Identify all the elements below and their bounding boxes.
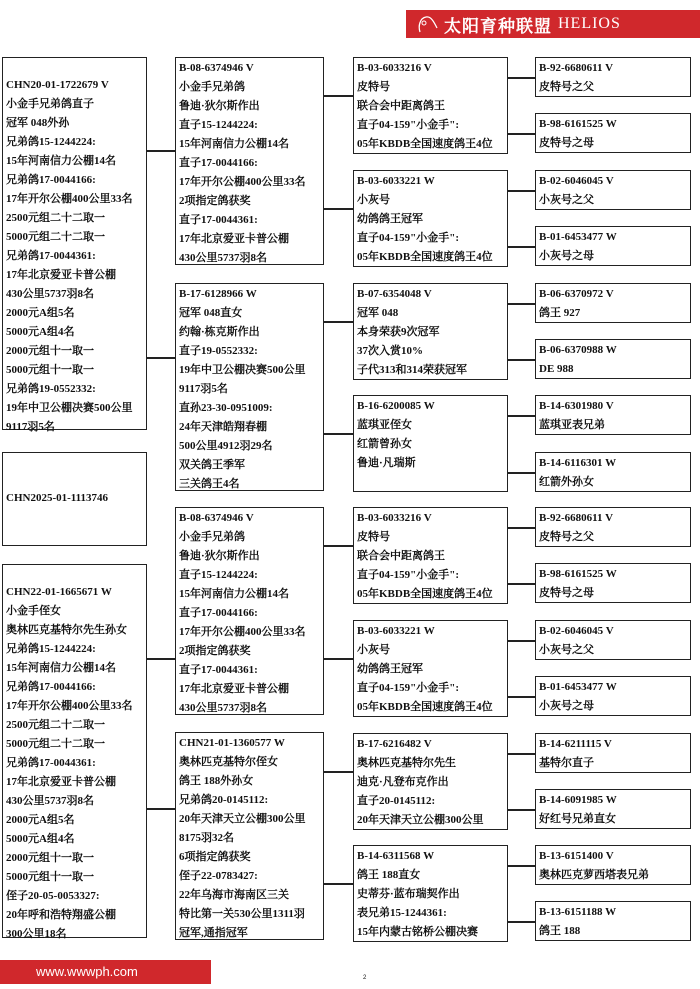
connector-line xyxy=(146,150,176,152)
pedigree-note: 15年河南信力公棚14名 xyxy=(6,155,116,167)
ring-number: B-03-6033221 W xyxy=(357,175,435,187)
pedigree-note: 迪克·凡登布克作出 xyxy=(357,776,449,788)
pedigree-note: 2000元A组5名 xyxy=(6,307,75,319)
pedigree-note: 冠军 048直女 xyxy=(179,307,243,319)
pedigree-note: 直子17-0044166: xyxy=(179,607,258,619)
pedigree-note: 小金手兄弟鸽 xyxy=(179,531,245,543)
pedigree-note: 17年北京爱亚卡普公棚 xyxy=(179,683,289,695)
ring-number: B-14-6116301 W xyxy=(539,457,617,469)
connector-line xyxy=(507,865,536,867)
pedigree-note: 05年KBDB全国速度鸽王4位 xyxy=(357,588,493,600)
grandparent-box xyxy=(175,732,324,940)
pedigree-note: 奥林匹克基特尔侄女 xyxy=(179,756,278,768)
pedigree-note: 直子17-0044361: xyxy=(179,664,258,676)
grandparent-box xyxy=(175,507,324,715)
pedigree-note: 直子20-0145112: xyxy=(357,795,436,807)
pedigree-note: 三关鸽王4名 xyxy=(179,478,240,490)
ring-number: B-14-6311568 W xyxy=(357,850,435,862)
pedigree-note: 幼鸽鸽王冠军 xyxy=(357,213,423,225)
connector-line xyxy=(146,808,176,810)
pedigree-note: 皮特号之父 xyxy=(539,81,594,93)
pedigree-note: 冠军,通指冠军 xyxy=(179,927,248,939)
pedigree-note: 直子15-1244224: xyxy=(179,119,258,131)
pedigree-note: 2项指定鸽获奖 xyxy=(179,195,251,207)
connector-line xyxy=(323,771,354,773)
ring-number: CHN21-01-1360577 W xyxy=(179,737,285,749)
pedigree-note: 红箭曾孙女 xyxy=(357,438,412,450)
connector-line xyxy=(507,190,536,192)
page-number: 2 xyxy=(363,975,367,981)
ring-number: CHN20-01-1722679 V xyxy=(6,79,109,91)
pedigree-note: 基特尔直子 xyxy=(539,757,594,769)
pedigree-note: 兄弟鸽17-0044166: xyxy=(6,174,96,186)
pedigree-note: 兄弟鸽15-1244224: xyxy=(6,643,96,655)
pedigree-note: 300公里18名 xyxy=(6,928,67,940)
subject-box xyxy=(2,452,147,546)
pedigree-note: 小灰号之父 xyxy=(539,194,594,206)
pedigree-note: 兄弟鸽17-0044361: xyxy=(6,757,96,769)
connector-line xyxy=(507,753,536,755)
pedigree-note: DE 988 xyxy=(539,363,574,375)
pedigree-note: 约翰·栋克斯作出 xyxy=(179,326,260,338)
great-great-grandparent-box xyxy=(535,452,691,492)
great-grandparent-box xyxy=(353,620,508,717)
ring-number: B-03-6033216 V xyxy=(357,512,432,524)
pedigree-note: 直孙23-30-0951009: xyxy=(179,402,273,414)
pedigree-note: 17年开尔公棚400公里33名 xyxy=(6,193,133,205)
ring-number: B-14-6301980 V xyxy=(539,400,614,412)
pedigree-note: 430公里5737羽8名 xyxy=(179,702,267,714)
footer-url[interactable]: www.wwwph.com xyxy=(0,960,211,984)
pedigree-note: 15年河南信力公棚14名 xyxy=(179,588,289,600)
pedigree-note: 5000元组十一取一 xyxy=(6,364,94,376)
header-brand: HELIOS xyxy=(558,15,621,32)
pedigree-note: 奥林匹克萝西塔表兄弟 xyxy=(539,869,649,881)
pedigree-note: 史蒂芬·蓝布瑞契作出 xyxy=(357,888,460,900)
pedigree-note: 兄弟鸽20-0145112: xyxy=(179,794,269,806)
pedigree-note: 直子04-159"小金手": xyxy=(357,682,460,694)
connector-line xyxy=(323,433,354,435)
pedigree-note: 17年北京爱亚卡普公棚 xyxy=(6,776,116,788)
pedigree-note: 蓝琪亚侄女 xyxy=(357,419,412,431)
pedigree-note: 皮特号之母 xyxy=(539,137,594,149)
pedigree-note: 500公里4912羽29名 xyxy=(179,440,273,452)
sire-box xyxy=(2,57,147,433)
header-title: 太阳育种联盟 xyxy=(444,16,552,36)
ring-number: B-13-6151188 W xyxy=(539,906,617,918)
grandparent-box xyxy=(175,57,324,265)
pedigree-note: 直子04-159"小金手": xyxy=(357,119,460,131)
pedigree-note: 05年KBDB全国速度鸽王4位 xyxy=(357,701,493,713)
pedigree-note: 兄弟鸽17-0044361: xyxy=(6,250,96,262)
pedigree-note: 9117羽5名 xyxy=(6,421,55,433)
connector-line xyxy=(146,357,176,359)
pedigree-note: 表兄弟15-1244361: xyxy=(357,907,447,919)
pedigree-note: 24年天津皓翔春棚 xyxy=(179,421,267,433)
pedigree-note: 5000元组二十二取一 xyxy=(6,738,105,750)
great-great-grandparent-box xyxy=(535,395,691,435)
ring-number: B-01-6453477 W xyxy=(539,681,617,693)
pedigree-note: 17年北京爱亚卡普公棚 xyxy=(6,269,116,281)
pedigree-note: 直子04-159"小金手": xyxy=(357,232,460,244)
ring-number: B-98-6161525 W xyxy=(539,118,617,130)
pedigree-note: 小灰号 xyxy=(357,644,390,656)
pedigree-note: 侄子22-0783427: xyxy=(179,870,258,882)
pedigree-note: 430公里5737羽8名 xyxy=(179,252,267,264)
connector-line xyxy=(507,415,536,417)
pedigree-note: 冠军 048外孙 xyxy=(6,117,70,129)
great-great-grandparent-box xyxy=(535,283,691,323)
pedigree-note: 小灰号之父 xyxy=(539,644,594,656)
header-banner xyxy=(406,10,700,38)
great-great-grandparent-box xyxy=(535,507,691,547)
great-great-grandparent-box xyxy=(535,676,691,716)
pedigree-note: 430公里5737羽8名 xyxy=(6,288,94,300)
pedigree-note: 20年天津天立公棚300公里 xyxy=(179,813,306,825)
connector-line xyxy=(507,133,536,135)
pedigree-note: 5000元组十一取一 xyxy=(6,871,94,883)
pedigree-note: 直子19-0552332: xyxy=(179,345,258,357)
pedigree-note: 皮特号之父 xyxy=(539,531,594,543)
pedigree-note: 5000元A组4名 xyxy=(6,833,75,845)
great-great-grandparent-box xyxy=(535,733,691,773)
connector-line xyxy=(323,545,354,547)
connector-line xyxy=(323,95,354,97)
pedigree-note: 小金手兄弟鸽 xyxy=(179,81,245,93)
connector-line xyxy=(507,640,536,642)
pedigree-note: 双关鸽王季军 xyxy=(179,459,245,471)
pedigree-note: 2500元组二十二取一 xyxy=(6,212,105,224)
pedigree-note: 红箭外孙女 xyxy=(539,476,594,488)
ring-number: B-02-6046045 V xyxy=(539,175,614,187)
pedigree-note: 鲁迪·凡瑞斯 xyxy=(357,457,416,469)
pedigree-note: 本身荣获9次冠军 xyxy=(357,326,440,338)
pedigree-note: 直子17-0044166: xyxy=(179,157,258,169)
ring-number: B-03-6033216 V xyxy=(357,62,432,74)
pedigree-note: 直子04-159"小金手": xyxy=(357,569,460,581)
ring-number: B-17-6216482 V xyxy=(357,738,432,750)
ring-number: B-03-6033221 W xyxy=(357,625,435,637)
pedigree-note: 15年内蒙古铭桥公棚决赛 xyxy=(357,926,478,938)
pedigree-note: 特比第一关530公里1311羽 xyxy=(179,908,305,920)
great-great-grandparent-box xyxy=(535,620,691,660)
pedigree-note: 直子17-0044361: xyxy=(179,214,258,226)
great-great-grandparent-box xyxy=(535,789,691,829)
ring-number: B-16-6200085 W xyxy=(357,400,435,412)
great-great-grandparent-box xyxy=(535,845,691,885)
pedigree-note: 6项指定鸽获奖 xyxy=(179,851,251,863)
pedigree-note: 2500元组二十二取一 xyxy=(6,719,105,731)
great-great-grandparent-box xyxy=(535,339,691,379)
pedigree-note: 小灰号之母 xyxy=(539,700,594,712)
pedigree-note: 幼鸽鸽王冠军 xyxy=(357,663,423,675)
great-grandparent-box xyxy=(353,395,508,492)
ring-number: B-13-6151400 V xyxy=(539,850,614,862)
pedigree-note: 联合会中距离鸽王 xyxy=(357,550,445,562)
great-grandparent-box xyxy=(353,170,508,267)
pedigree-note: 直子15-1244224: xyxy=(179,569,258,581)
grandparent-box xyxy=(175,283,324,491)
pedigree-note: 17年开尔公棚400公里33名 xyxy=(6,700,133,712)
ring-number: B-14-6211115 V xyxy=(539,738,612,750)
great-grandparent-box xyxy=(353,283,508,380)
pedigree-note: 2000元组十一取一 xyxy=(6,852,94,864)
connector-line xyxy=(323,658,354,660)
pedigree-note: 20年呼和浩特翔盛公棚 xyxy=(6,909,116,921)
pedigree-note: 5000元组二十二取一 xyxy=(6,231,105,243)
connector-line xyxy=(146,658,176,660)
pedigree-note: 鲁迪·狄尔斯作出 xyxy=(179,550,260,562)
pedigree-note: 好红号兄弟直女 xyxy=(539,813,616,825)
pedigree-note: 鸽王 188 xyxy=(539,925,581,937)
pedigree-note: 皮特号 xyxy=(357,531,390,543)
great-grandparent-box xyxy=(353,507,508,604)
connector-line xyxy=(507,303,536,305)
pedigree-note: 17年北京爱亚卡普公棚 xyxy=(179,233,289,245)
connector-line xyxy=(507,696,536,698)
ring-number: B-98-6161525 W xyxy=(539,568,617,580)
pedigree-note: 冠军 048 xyxy=(357,307,399,319)
pedigree-note: 联合会中距离鸽王 xyxy=(357,100,445,112)
ring-number: B-08-6374946 V xyxy=(179,512,254,524)
ring-number: CHN2025-01-1113746 xyxy=(6,492,109,504)
ring-number: B-01-6453477 W xyxy=(539,231,617,243)
pedigree-note: 2000元组十一取一 xyxy=(6,345,94,357)
pedigree-note: 小灰号之母 xyxy=(539,250,594,262)
great-grandparent-box xyxy=(353,845,508,942)
pedigree-note: 20年天津天立公棚300公里 xyxy=(357,814,484,826)
great-grandparent-box xyxy=(353,733,508,830)
pedigree-note: 鲁迪·狄尔斯作出 xyxy=(179,100,260,112)
great-great-grandparent-box xyxy=(535,563,691,603)
pedigree-note: 鸽王 927 xyxy=(539,307,581,319)
connector-line xyxy=(507,583,536,585)
great-grandparent-box xyxy=(353,57,508,154)
ring-number: B-07-6354048 V xyxy=(357,288,432,300)
great-great-grandparent-box xyxy=(535,170,691,210)
pedigree-note: 皮特号 xyxy=(357,81,390,93)
pedigree-note: 2000元A组5名 xyxy=(6,814,75,826)
pedigree-note: 鸽王 188外孙女 xyxy=(179,775,254,787)
connector-line xyxy=(507,472,536,474)
pedigree-note: 小金手兄弟鸽直子 xyxy=(6,98,94,110)
ring-number: CHN22-01-1665671 W xyxy=(6,586,112,598)
pedigree-note: 19年中卫公棚决赛500公里 xyxy=(6,402,133,414)
connector-line xyxy=(507,527,536,529)
ring-number: B-92-6680611 V xyxy=(539,512,614,524)
ring-number: B-17-6128966 W xyxy=(179,288,257,300)
helios-logo-icon xyxy=(416,14,438,34)
connector-line xyxy=(507,359,536,361)
great-great-grandparent-box xyxy=(535,57,691,97)
great-great-grandparent-box xyxy=(535,901,691,941)
connector-line xyxy=(323,208,354,210)
pedigree-note: 8175羽32名 xyxy=(179,832,234,844)
pedigree-note: 9117羽5名 xyxy=(179,383,228,395)
pedigree-note: 05年KBDB全国速度鸽王4位 xyxy=(357,251,493,263)
connector-line xyxy=(323,321,354,323)
pedigree-note: 兄弟鸽17-0044166: xyxy=(6,681,96,693)
pedigree-note: 15年河南信力公棚14名 xyxy=(179,138,289,150)
pedigree-note: 17年开尔公棚400公里33名 xyxy=(179,176,306,188)
ring-number: B-06-6370972 V xyxy=(539,288,614,300)
dam-box xyxy=(2,564,147,938)
pedigree-note: 侄子20-05-0053327: xyxy=(6,890,100,902)
ring-number: B-02-6046045 V xyxy=(539,625,614,637)
pedigree-note: 奥林匹克基特尔先生 xyxy=(357,757,456,769)
pedigree-note: 17年开尔公棚400公里33名 xyxy=(179,626,306,638)
pedigree-note: 19年中卫公棚决赛500公里 xyxy=(179,364,306,376)
connector-line xyxy=(507,77,536,79)
pedigree-note: 奥林匹克基特尔先生孙女 xyxy=(6,624,127,636)
pedigree-note: 22年乌海市海南区三关 xyxy=(179,889,289,901)
pedigree-note: 37次入赏10% xyxy=(357,345,423,357)
ring-number: B-14-6091985 W xyxy=(539,794,617,806)
pedigree-note: 小灰号 xyxy=(357,194,390,206)
connector-line xyxy=(507,246,536,248)
great-great-grandparent-box xyxy=(535,113,691,153)
pedigree-note: 鸽王 188直女 xyxy=(357,869,421,881)
pedigree-note: 子代313和314荣获冠军 xyxy=(357,364,467,376)
pedigree-note: 兄弟鸽19-0552332: xyxy=(6,383,96,395)
ring-number: B-08-6374946 V xyxy=(179,62,254,74)
pedigree-note: 小金手侄女 xyxy=(6,605,61,617)
pedigree-note: 皮特号之母 xyxy=(539,587,594,599)
connector-line xyxy=(507,809,536,811)
pedigree-note: 5000元A组4名 xyxy=(6,326,75,338)
ring-number: B-06-6370988 W xyxy=(539,344,617,356)
ring-number: B-92-6680611 V xyxy=(539,62,614,74)
pedigree-note: 05年KBDB全国速度鸽王4位 xyxy=(357,138,493,150)
pedigree-note: 2项指定鸽获奖 xyxy=(179,645,251,657)
connector-line xyxy=(323,883,354,885)
pedigree-note: 兄弟鸽15-1244224: xyxy=(6,136,96,148)
pedigree-note: 430公里5737羽8名 xyxy=(6,795,94,807)
great-great-grandparent-box xyxy=(535,226,691,266)
pedigree-note: 15年河南信力公棚14名 xyxy=(6,662,116,674)
pedigree-note: 蓝琪亚表兄弟 xyxy=(539,419,605,431)
connector-line xyxy=(507,921,536,923)
